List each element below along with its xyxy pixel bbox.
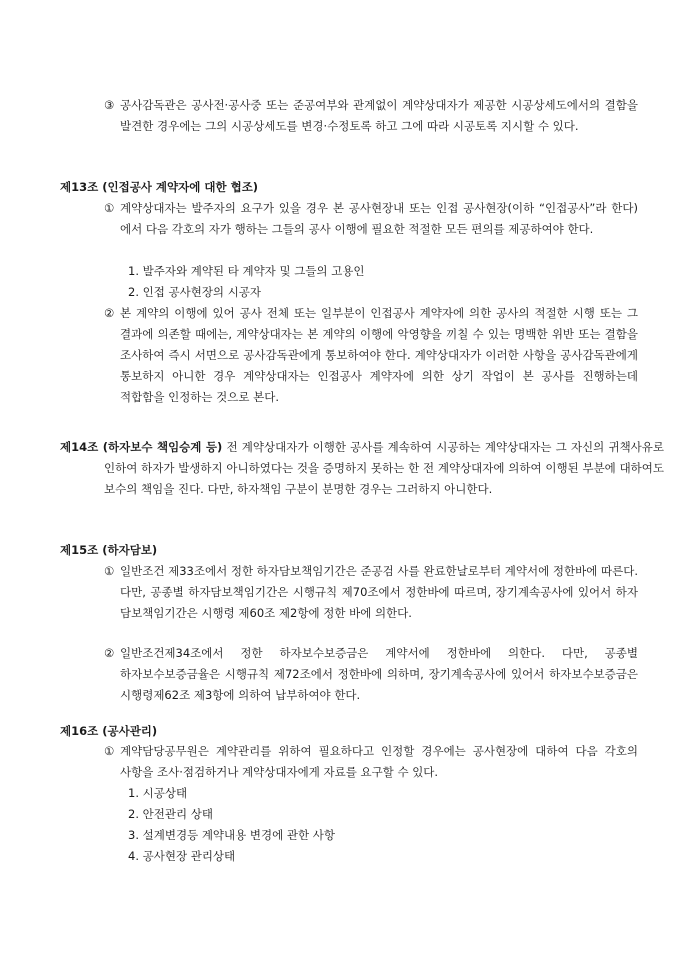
paragraph-art15-1 xyxy=(104,561,638,624)
paragraph-mark: ① xyxy=(104,564,115,578)
paragraph-art15-2 xyxy=(104,643,638,706)
paragraph-art13-1 xyxy=(104,198,638,240)
article-14-text: 전 계약상대자가 이행한 공사를 계속하여 시공하는 계약상대자는 그 자신의 귀책사유로 인하여 하자가 발생하지 아니하였다는 것을 증명하지 못하는 한 전 계약상대자에 의하여 이행된 부분에 대하여도 보수의 책임을 진다. 다만, 하자책임 구분이 분명한 경우는 그러하지 아니한다. xyxy=(104,440,664,496)
paragraph-art13-2 xyxy=(104,303,638,408)
paragraph-mark: ① xyxy=(104,744,115,758)
article-heading-13: 제13조 (인접공사 계약자에 대한 협조) xyxy=(60,180,259,194)
paragraph-text: 계약상대자는 발주자의 요구가 있을 경우 본 공사현장내 또는 인접 공사현장(이하 “인접공사”라 한다)에서 다음 각호의 자가 행하는 그들의 공사 이행에 필요한 적절한 모든 편의를 제공하여야 한다. xyxy=(120,201,638,236)
paragraph-text: 공사감독관은 공사전·공사중 또는 준공여부와 관계없이 계약상대자가 제공한 시공상세도에서의 결함을 발견한 경우에는 그의 시공상세도를 변경·수정토록 하고 그에 따라 시공토록 지시할 수 있다. xyxy=(120,98,638,133)
paragraph-text: 본 계약의 이행에 있어 공사 전체 또는 일부분이 인접공사 계약자에 의한 공사의 적절한 시행 또는 그 결과에 의존할 때에는, 계약상대자는 본 계약의 이행에 악영향을 끼칠 수 있는 명백한 위반 또는 결함을 조사하여 즉시 서면으로 공사감독관에게 통보하여야 한다. 계약상대자가 이러한 사항을 공사감독관에게 통보하지 아니한 경우 계약상대자는 인접공사 계약자에 의한 상기 작업이 본 공사를 진행하는데 적합함을 인정하는 것으로 본다. xyxy=(120,306,638,404)
paragraph-mark: ② xyxy=(104,306,115,320)
list-item: 4. 공사현장 관리상태 xyxy=(128,849,236,863)
list-item: 3. 설계변경등 계약내용 변경에 관한 사항 xyxy=(128,828,335,842)
article-heading-15: 제15조 (하자담보) xyxy=(60,543,158,557)
paragraph-mark: ② xyxy=(104,646,115,660)
paragraph-text: 계약담당공무원은 계약관리를 위하여 필요하다고 인정할 경우에는 공사현장에 대하여 다음 각호의 사항을 조사·점검하거나 계약상대자에게 자료를 요구할 수 있다. xyxy=(120,744,638,779)
paragraph-text: 일반조건 제33조에서 정한 하자담보책임기간은 준공검 사를 완료한날로부터 계약서에 정한바에 따른다. 다만, 공종별 하자담보책임기간은 시행규칙 제70조에서 정한바에 따르며, 장기계속공사에 있어서 하자 담보책임기간은 시행령 제60조 제2항에 정한 바에 의한다. xyxy=(120,564,638,620)
article-heading-14: 제14조 (하자보수 책임승계 등) xyxy=(60,440,223,454)
list-item: 2. 인접 공사현장의 시공자 xyxy=(128,285,262,299)
article-14 xyxy=(60,437,664,500)
paragraph-mark: ① xyxy=(104,201,115,215)
paragraph-art12-3 xyxy=(104,95,638,137)
paragraph-mark: ③ xyxy=(104,98,115,112)
list-item: 1. 시공상태 xyxy=(128,786,188,800)
article-heading-16: 제16조 (공사관리) xyxy=(60,724,158,738)
list-item: 1. 발주자와 계약된 타 계약자 및 그들의 고용인 xyxy=(128,264,365,278)
paragraph-art16-1 xyxy=(104,741,638,783)
list-item: 2. 안전관리 상태 xyxy=(128,807,213,821)
paragraph-text: 일반조건제34조에서 정한 하자보수보증금은 계약서에 정한바에 의한다. 다만, 공종별 하자보수보증금율은 시행규칙 제72조에서 정한바에 의하며, 장기계속공사에 있어서 하자보수보증금은 시행령제62조 제3항에 의하여 납부하여야 한다. xyxy=(120,646,638,702)
